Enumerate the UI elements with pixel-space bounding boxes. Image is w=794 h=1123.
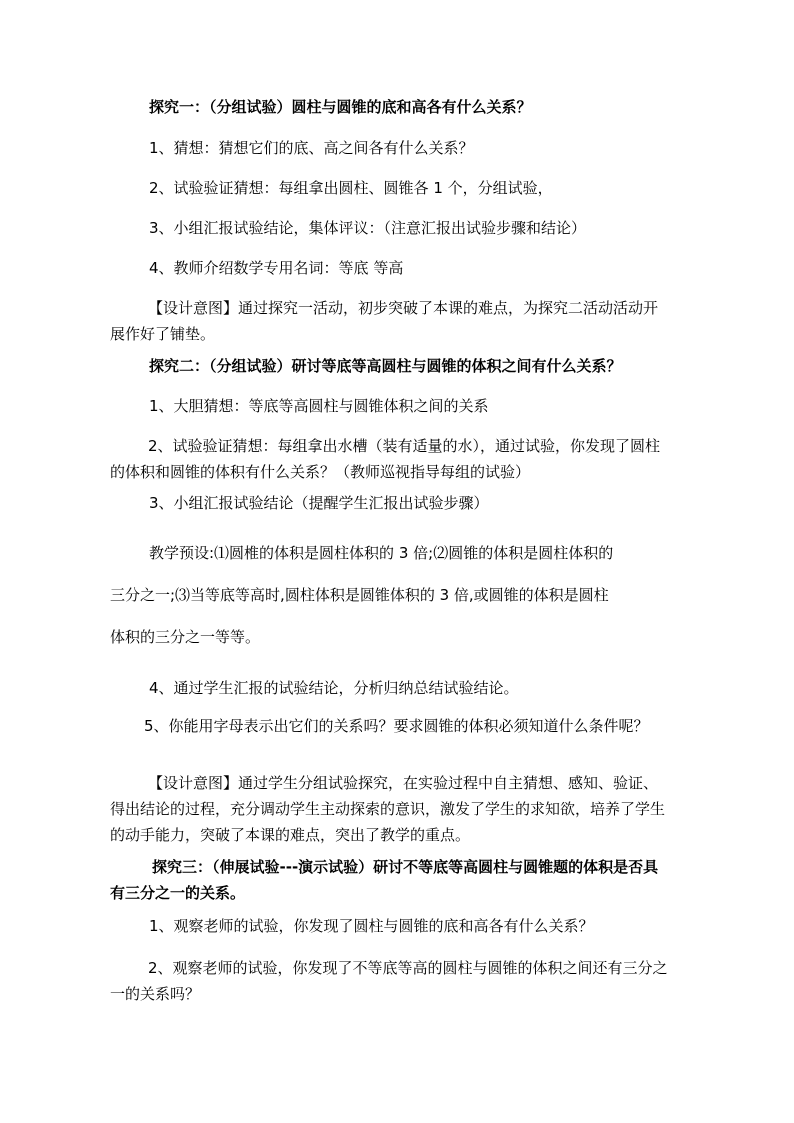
list-item: 2、试验验证猜想：每组拿出水槽（装有适量的水），通过试验，你发现了圆柱的体积和圆锥的体积有什么关系？（教师巡视指导每组的试验） <box>110 437 661 481</box>
heading-inquiry-2: 探究二：（分组试验）研讨等底等高圆柱与圆锥的体积之间有什么关系？ <box>149 357 622 375</box>
list-item: 2、观察老师的试验，你发现了不等底等高的圆柱与圆锥的体积之间还有三分之一的关系吗？ <box>110 959 668 1003</box>
heading-inquiry-1: 探究一：（分组试验）圆柱与圆锥的底和高各有什么关系？ <box>149 98 532 116</box>
teaching-preset-line: 教学预设:⑴圆椎的体积是圆柱体积的 3 倍;⑵圆锥的体积是圆柱体积的 <box>149 544 614 562</box>
list-item: 4、教师介绍数学专用名词：等底 等高 <box>149 259 404 277</box>
list-item: 3、小组汇报试验结论，集体评议：（注意汇报出试验步骤和结论） <box>149 219 587 237</box>
list-item: 1、猜想：猜想它们的底、高之间各有什么关系？ <box>149 139 474 157</box>
teaching-preset-line: 体积的三分之一等等。 <box>110 628 261 646</box>
list-item: 1、观察老师的试验，你发现了圆柱与圆锥的底和高各有什么关系？ <box>149 917 594 935</box>
heading-inquiry-3: 探究三：（伸展试验---演示试验）研讨不等底等高圆柱与圆锥题的体积是否具有三分之一的关系。 <box>110 858 659 902</box>
design-intent-1: 【设计意图】通过探究一活动，初步突破了本课的难点，为探究二活动活动开展作好了铺垫。 <box>110 299 659 343</box>
list-item: 5、你能用字母表示出它们的关系吗？要求圆锥的体积必须知道什么条件呢？ <box>144 717 649 735</box>
design-intent-2: 【设计意图】通过学生分组试验探究，在实验过程中自主猜想、感知、验证、得出结论的过程，充分调动学生主动探索的意识，激发了学生的求知欲，培养了学生的动手能力，突破了本课的难点，突出了教学的重点。 <box>110 774 666 844</box>
list-item: 2、试验验证猜想：每组拿出圆柱、圆锥各 1 个，分组试验， <box>149 179 553 197</box>
list-item: 4、通过学生汇报的试验结论，分析归纳总结试验结论。 <box>149 679 519 697</box>
list-item: 1、大胆猜想：等底等高圆柱与圆锥体积之间的关系 <box>149 397 489 415</box>
teaching-preset-line: 三分之一;⑶当等底等高时,圆柱体积是圆锥体积的 3 倍,或圆锥的体积是圆柱 <box>110 586 609 604</box>
list-item: 3、小组汇报试验结论（提醒学生汇报出试验步骤） <box>149 494 489 512</box>
